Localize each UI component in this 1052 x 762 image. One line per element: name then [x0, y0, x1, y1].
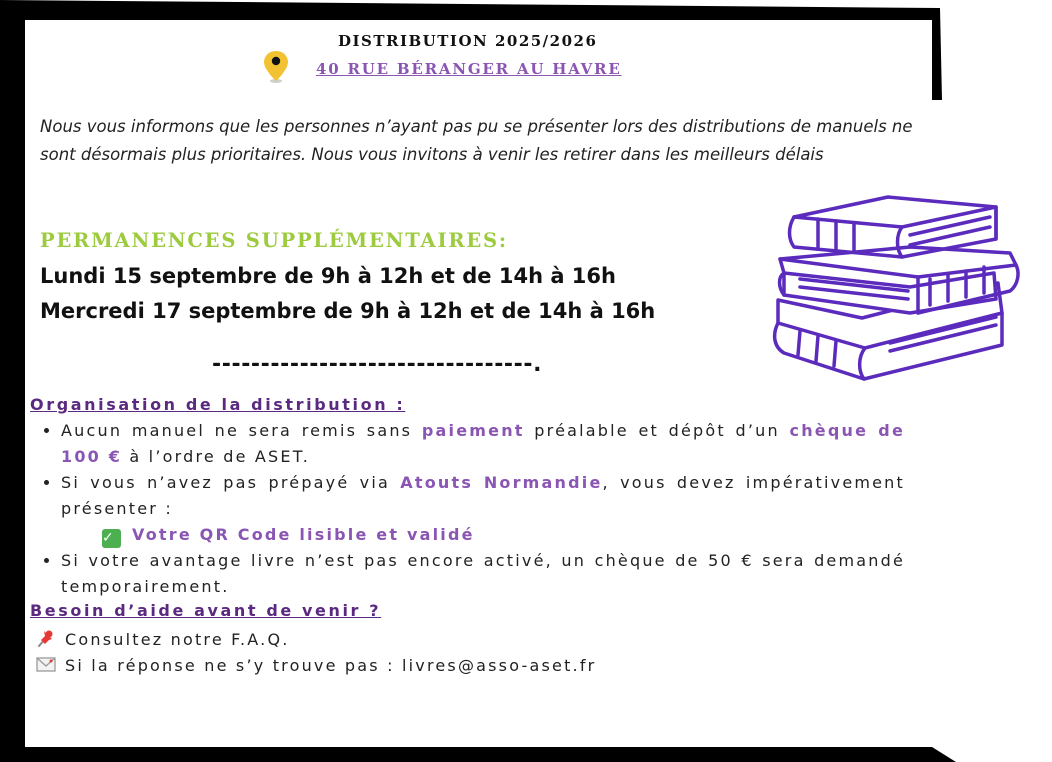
faq-line [35, 628, 290, 649]
schedule-wednesday: Mercredi 17 septembre de 9h à 12h et de 14h à 16h [40, 299, 656, 323]
qr-code-line: ✓ Votre QR Code lisible et validé [102, 525, 475, 546]
contact-email-text[interactable]: Si la réponse ne s’y trouve pas : livres@asso-aset.fr [65, 656, 597, 675]
dashed-separator: ---------------------------------. [212, 352, 543, 377]
faq-text[interactable]: Consultez notre F.A.Q. [65, 630, 290, 649]
help-title: Besoin d’aide avant de venir ? [30, 601, 382, 620]
check-box-icon: ✓ [102, 529, 121, 548]
organisation-list [40, 418, 905, 600]
map-pin-icon [262, 50, 290, 84]
pushpin-icon [35, 628, 57, 648]
atouts-normandie-highlight: Atouts Normandie [400, 473, 603, 492]
list-item: • Aucun manuel ne sera remis sans paiement préalable et dépôt d’un chèque de 100 € à l’ordre de ASET. [61, 418, 905, 470]
intro-text: Nous vous informons que les personnes n’ayant pas pu se présenter lors des distributions de manuels ne sont désormais plus prioritaires. Nous vous invitons à venir les retirer dans les meilleurs délais [40, 117, 913, 164]
address-link[interactable]: 40 RUE BÉRANGER AU HAVRE [316, 60, 622, 78]
envelope-icon [35, 654, 57, 674]
permanences-title: PERMANENCES SUPPLÉMENTAIRES: [40, 229, 508, 252]
cheque-highlight: chèque de 100 € [61, 421, 906, 466]
contact-line [35, 654, 596, 675]
page-title: DISTRIBUTION 2025/2026 [338, 32, 598, 50]
organisation-title: Organisation de la distribution : [30, 395, 406, 414]
paiement-highlight: paiement [421, 421, 525, 440]
books-stack-icon [770, 195, 1025, 385]
list-item: • Si votre avantage livre n’est pas encore activé, un chèque de 50 € sera demandé temporairement. [61, 548, 905, 600]
schedule-monday: Lundi 15 septembre de 9h à 12h et de 14h à 16h [40, 264, 616, 288]
list-item: • Si vous n’avez pas prépayé via Atouts Normandie, vous devez impérativement présenter : ✓ Votre QR Code lisible et validé [61, 470, 905, 548]
